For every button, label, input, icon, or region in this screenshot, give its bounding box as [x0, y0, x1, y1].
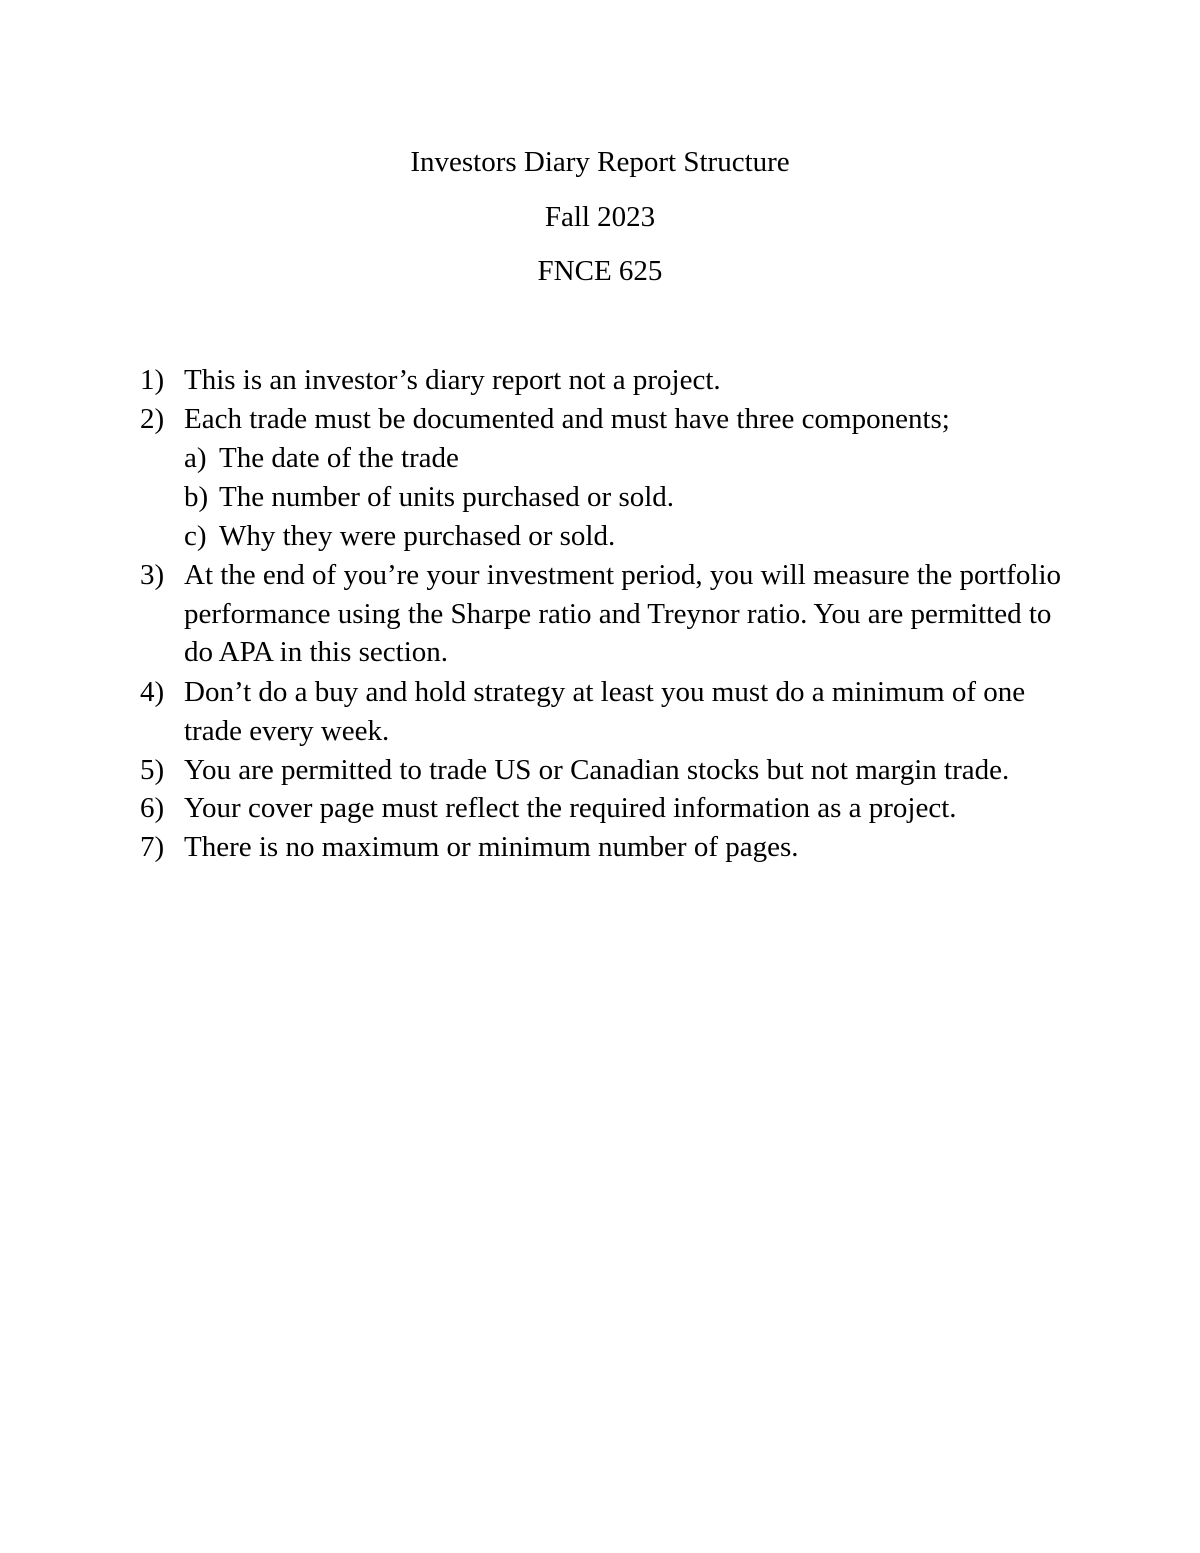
list-item-text: Each trade must be documented and must have three components;	[184, 403, 950, 435]
list-item-text: At the end of you’re your investment period, you will measure the portfolio performance using the Sharpe ratio and Treynor ratio. You are permitted to do APA in this section.	[184, 559, 1062, 668]
document-title: Investors Diary Report Structure	[410, 146, 790, 178]
list-item-number: 1)	[140, 364, 165, 396]
document-term: Fall 2023	[544, 201, 656, 233]
document-course: FNCE 625	[537, 255, 663, 287]
sub-list-item-text: The number of units purchased or sold.	[219, 481, 675, 513]
list-item-number: 3)	[140, 559, 165, 591]
list-item-number: 5)	[140, 754, 165, 786]
list-item-number: 4)	[140, 676, 165, 708]
sub-list-item-letter: b)	[184, 481, 209, 513]
list-item-text: You are permitted to trade US or Canadian stocks but not margin trade.	[184, 754, 1010, 786]
sub-list-item-text: The date of the trade	[219, 442, 459, 474]
sub-list-item-letter: a)	[184, 442, 207, 474]
list-item-text: There is no maximum or minimum number of pages.	[184, 831, 799, 863]
list-item-number: 7)	[140, 831, 165, 863]
sub-list-item-letter: c)	[184, 520, 207, 552]
list-item-number: 6)	[140, 792, 165, 824]
list-item-text: Don’t do a buy and hold strategy at least you must do a minimum of one trade every week.	[184, 676, 1026, 747]
list-item-number: 2)	[140, 403, 165, 435]
sub-list-item-text: Why they were purchased or sold.	[219, 520, 616, 552]
list-item-text: This is an investor’s diary report not a project.	[184, 364, 721, 396]
list-item-text: Your cover page must reflect the required information as a project.	[184, 792, 957, 824]
